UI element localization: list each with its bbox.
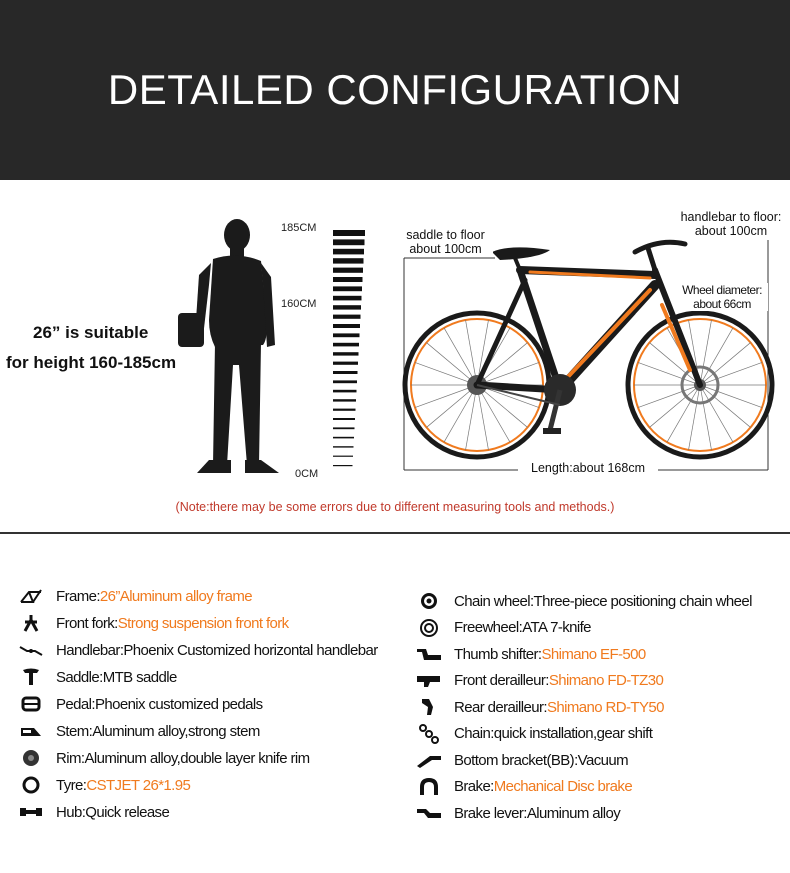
scale-label-185: 185CM [281, 222, 317, 234]
spec-label: Front derailleur: [454, 672, 549, 689]
saddle-height-line2: about 100cm [409, 242, 482, 256]
scale-bar [333, 249, 364, 255]
saddle-height-label [398, 228, 493, 256]
scale-bar [333, 446, 354, 447]
spec-label: Brake: [454, 778, 494, 795]
scale-bar [333, 409, 356, 411]
spec-value: Aluminum alloy,double layer knife rim [84, 749, 310, 767]
spec-value: Mechanical Disc brake [493, 778, 633, 795]
wheel-diameter-line1: Wheel diameter: [682, 283, 762, 297]
handlebar-icon [18, 640, 44, 660]
spec-label: Chain wheel: [454, 592, 534, 610]
spec-value: MTB saddle [102, 668, 177, 686]
suitable-height-text: for height 160-185cm [6, 353, 177, 372]
spec-item [416, 590, 752, 612]
spec-item [18, 693, 263, 715]
spec-label: Hub: [56, 803, 86, 821]
scale-bar [333, 380, 357, 383]
spec-item [18, 801, 169, 823]
spec-item [416, 723, 652, 745]
spec-label: Frame: [56, 587, 100, 605]
spec-item [18, 666, 177, 688]
spec-item [18, 585, 252, 607]
spec-label: Rear derailleur: [454, 698, 547, 716]
bike-length-label: Length:about 168cm [518, 461, 658, 475]
spec-label: Tyre: [56, 776, 87, 794]
scale-bar [333, 277, 363, 282]
wheel-diameter-line2: about 66cm [693, 297, 751, 311]
spec-label: Pedal: [56, 695, 95, 713]
scale-label-0: 0CM [295, 468, 319, 480]
spec-item [18, 612, 289, 634]
frame-icon [18, 586, 44, 606]
spec-value: Shimano EF-500 [541, 645, 646, 663]
spec-item [416, 776, 632, 798]
scale-bar [333, 456, 353, 457]
spec-value: Shimano RD-TY50 [546, 698, 664, 716]
brake-icon [416, 777, 442, 797]
spec-value: Strong suspension front fork [117, 614, 289, 632]
stem-icon [18, 721, 44, 741]
spec-label: Rim: [56, 749, 85, 767]
scale-bar [333, 268, 363, 273]
spec-value: CSTJET 26*1.95 [86, 776, 191, 794]
spec-item [18, 774, 190, 796]
scale-bar [333, 230, 365, 236]
bottom-bracket-icon [416, 750, 442, 770]
scale-bar [333, 324, 360, 328]
spec-value: Three-piece positioning chain wheel [533, 592, 752, 610]
chain-icon [416, 724, 442, 744]
fork-icon [18, 613, 44, 633]
spec-item [416, 696, 664, 718]
spec-item [416, 643, 646, 665]
spec-value: Aluminum alloy [526, 804, 621, 822]
scale-bar [333, 371, 358, 374]
scale-bar [333, 258, 364, 263]
rear-derailleur-icon [416, 697, 442, 717]
scale-bar [333, 427, 355, 429]
handlebar-height-line2: about 100cm [694, 224, 768, 238]
scale-bar [333, 286, 362, 291]
scale-bar [333, 352, 359, 355]
header-banner [0, 0, 790, 180]
spec-value: Vacuum [577, 751, 628, 769]
scale-bar [333, 465, 353, 466]
saddle-height-line1: saddle to floor [406, 228, 485, 242]
freewheel-icon [416, 618, 442, 638]
wheel-diameter-label [676, 283, 768, 311]
spec-value: Phoenix customized pedals [94, 695, 263, 713]
scale-bar [333, 305, 361, 309]
spec-value: Phoenix Customized horizontal handlebar [123, 641, 378, 659]
spec-label: Stem: [56, 722, 93, 740]
spec-value: 26”Aluminum alloy frame [99, 587, 253, 605]
scale-bar [333, 239, 365, 245]
measurement-note: (Note:there may be some errors due to different measuring tools and methods.) [175, 500, 615, 514]
chainwheel-icon [416, 591, 442, 611]
section-divider [0, 532, 790, 534]
scale-label-160: 160CM [281, 298, 317, 310]
spec-value: Aluminum alloy,strong stem [92, 722, 260, 740]
scale-bar [333, 315, 361, 319]
suitable-size-text: 26” is suitable [33, 323, 149, 342]
spec-item [416, 617, 591, 639]
brake-lever-icon [416, 803, 442, 823]
hub-icon [18, 802, 44, 822]
spec-label: Freewheel: [454, 619, 523, 636]
spec-label: Bottom bracket(BB): [454, 751, 578, 769]
spec-label: Handlebar: [56, 641, 124, 659]
scale-bar [333, 399, 356, 401]
spec-label: Front fork: [56, 614, 118, 632]
pedal-icon [18, 694, 44, 714]
spec-item [18, 720, 260, 742]
scale-bar [333, 343, 359, 347]
spec-item [416, 802, 620, 824]
spec-item [18, 639, 378, 661]
scale-bar [333, 390, 357, 393]
spec-item [416, 670, 663, 692]
handlebar-height-line1: handlebar to floor: [680, 210, 782, 224]
height-scale-bars [325, 228, 370, 478]
spec-item [18, 747, 310, 769]
spec-label: Brake lever: [454, 804, 527, 822]
spec-value: ATA 7-knife [522, 619, 591, 636]
person-silhouette-image [175, 215, 285, 480]
scale-bar [333, 362, 358, 365]
spec-item [416, 749, 628, 771]
spec-value: quick installation,gear shift [493, 725, 653, 742]
scale-bar [333, 437, 354, 439]
page-title: DETAILED CONFIGURATION [107, 66, 683, 113]
spec-value: Shimano FD-TZ30 [548, 672, 664, 689]
thumb-shifter-icon [416, 644, 442, 664]
front-derailleur-icon [416, 671, 442, 691]
spec-label: Thumb shifter: [454, 645, 542, 663]
scale-bar [333, 333, 360, 337]
rim-icon [18, 748, 44, 768]
spec-label: Chain: [454, 725, 494, 742]
tyre-icon [18, 775, 44, 795]
spec-value: Quick release [85, 803, 170, 821]
bike-diagram [400, 200, 790, 485]
saddle-icon [18, 667, 44, 687]
scale-bar [333, 296, 362, 301]
handlebar-height-label [672, 210, 790, 238]
scale-bar [333, 418, 355, 420]
spec-label: Saddle: [56, 668, 103, 686]
